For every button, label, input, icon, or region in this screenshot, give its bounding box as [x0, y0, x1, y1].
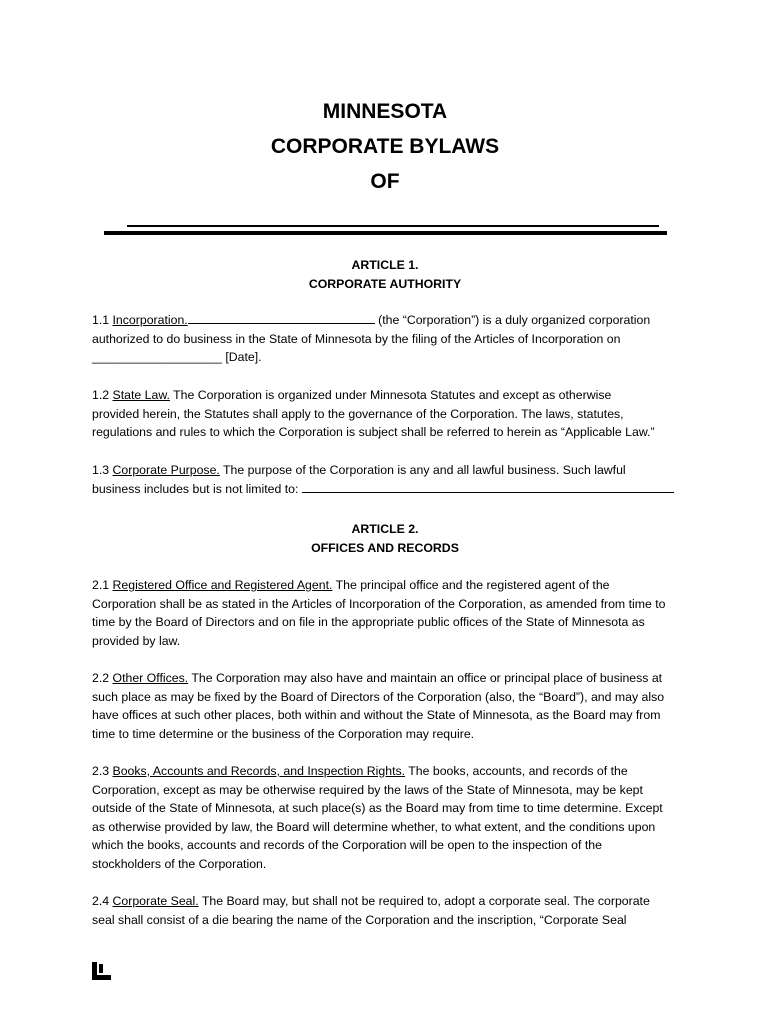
section-number: 2.1 — [92, 578, 113, 592]
section-text: regulations and rules to which the Corporation is subject shall be referred to herein as “Applicable Law.” — [92, 425, 655, 440]
section-title: Corporate Seal. — [112, 894, 199, 908]
section-number: 1.2 — [92, 388, 113, 402]
section-text: time by the Board of Directors and on file in the appropriate public offices of the State of Minnesota as — [92, 615, 645, 630]
section-text: The Corporation is organized under Minnesota Statutes and except as otherwise — [169, 388, 612, 402]
corporation-name-field[interactable] — [188, 312, 375, 324]
section-text: (the “Corporation”) is a duly organized corporation — [374, 313, 651, 327]
section-2-1 — [92, 576, 692, 650]
section-text: The Corporation may also have and maintain an office or principal place of business at — [188, 671, 663, 685]
section-number: 2.4 — [92, 894, 113, 908]
business-purpose-field[interactable] — [302, 481, 674, 493]
section-number: 2.3 — [92, 764, 113, 778]
title-divider — [104, 231, 667, 235]
section-text: provided by law. — [92, 633, 181, 648]
section-title: State Law. — [112, 388, 170, 402]
section-title: Incorporation. — [112, 313, 188, 327]
incorporation-date-field[interactable]: ___________________ — [92, 350, 222, 365]
article-2-number: ARTICLE 2. — [351, 522, 419, 536]
section-text: The purpose of the Corporation is any and all lawful business. Such lawful — [219, 463, 626, 477]
section-text: The books, accounts, and records of the — [405, 764, 628, 778]
section-title: Books, Accounts and Records, and Inspection Rights. — [112, 764, 406, 778]
section-title: Registered Office and Registered Agent. — [112, 578, 333, 592]
section-1-2 — [92, 386, 692, 442]
section-text: business includes but is not limited to: — [92, 481, 302, 496]
title-line-state: MINNESOTA — [322, 100, 448, 123]
section-2-2 — [92, 669, 692, 743]
section-text: time to time determine or the business of the Corporation may require. — [92, 726, 475, 741]
section-text: The principal office and the registered agent of the — [332, 578, 610, 592]
legal-templates-logo-icon — [92, 962, 112, 980]
section-number: 1.1 — [92, 313, 113, 327]
document-title — [0, 94, 770, 199]
section-number: 1.3 — [92, 463, 113, 477]
section-text: which the books, accounts and records of the Corporation will be open to the inspection of the — [92, 838, 602, 853]
section-text: The Board may, but shall not be required to, adopt a corporate seal. The corporate — [198, 894, 650, 908]
article-2-heading — [0, 520, 770, 558]
section-text: seal shall consist of a die bearing the name of the Corporation and the inscription, “Corporate Seal — [92, 912, 627, 927]
section-1-1 — [92, 311, 692, 367]
section-text: as otherwise provided by law, the Board will determine whether, to what extent, and the conditions upon — [92, 819, 656, 834]
section-text: such place as may be fixed by the Board of Directors of the Corporation (also, the “Board”), and may also — [92, 689, 665, 704]
section-text: [Date]. — [221, 350, 262, 365]
section-text: provided herein, the Statutes shall apply to the governance of the Corporation. The laws, statutes, — [92, 406, 624, 421]
section-number: 2.2 — [92, 671, 113, 685]
section-text: outside of the State of Minnesota, at such place(s) as the Board may from time to time determine. Except — [92, 801, 663, 816]
article-1-heading — [0, 256, 770, 294]
section-title: Other Offices. — [112, 671, 189, 685]
section-2-3 — [92, 762, 692, 874]
title-line-of: OF — [370, 170, 400, 193]
article-2-title: OFFICES AND RECORDS — [311, 541, 459, 555]
corporation-name-blank[interactable] — [127, 225, 659, 227]
article-1-number: ARTICLE 1. — [351, 258, 419, 272]
section-text: have offices at such other places, both within and without the State of Minnesota, as the Board may from — [92, 708, 661, 723]
section-text: stockholders of the Corporation. — [92, 856, 267, 871]
section-2-4 — [92, 892, 692, 929]
section-text: authorized to do business in the State of Minnesota by the filing of the Articles of Incorporation on — [92, 331, 621, 346]
section-text: Corporation, except as may be otherwise required by the laws of the State of Minnesota, may be kept — [92, 782, 643, 797]
section-title: Corporate Purpose. — [112, 463, 220, 477]
section-text: Corporation shall be as stated in the Articles of Incorporation of the Corporation, as amended from time to — [92, 596, 666, 611]
section-1-3 — [92, 461, 692, 498]
title-line-bylaws: CORPORATE BYLAWS — [270, 135, 500, 158]
article-1-title: CORPORATE AUTHORITY — [308, 277, 462, 291]
